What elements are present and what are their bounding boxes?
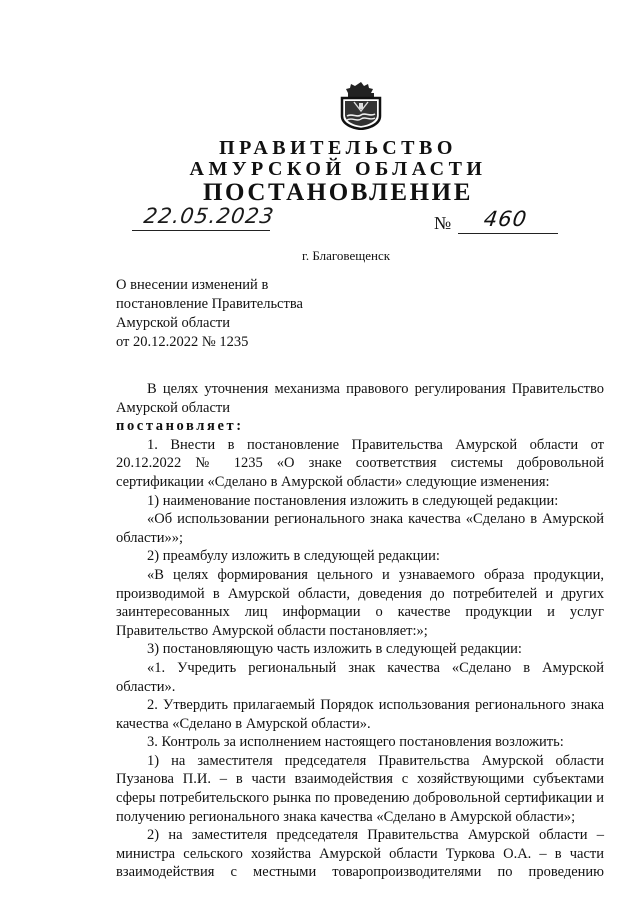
date-underline (132, 230, 270, 231)
government-title: ПРАВИТЕЛЬСТВО (219, 137, 457, 159)
city-line: г. Благовещенск (301, 248, 391, 263)
item-1-3-point-3-2: 2) на заместителя председателя Правительства Амурской области – министра сельского хозяйства Амурской области Туркова О.А. – в части взаимодействия с местными товаропроизводителями по проведению (116, 827, 604, 881)
item-1-3-point-3-1: 1) на заместителя председателя Правительства Амурской области Пузанова П.И. – в части взаимодействия с хозяйствующими субъектами сферы потребительского рынка по проведению добровольной сертификации и получению регионального знака качества «Сделано в Амурской области»; (116, 752, 604, 825)
preamble-paragraph: В целях уточнения механизма правового регулирования Правительство Амурской области (116, 381, 604, 416)
number-underline (458, 233, 558, 234)
document-body (116, 380, 604, 882)
item-1-paragraph: 1. Внести в постановление Правительства Амурской области от 20.12.2022 № 1235 «О знаке соответствия системы добровольной сертификации «Сделано в Амурской области» следующие изменения: (116, 436, 604, 490)
item-1-1-text: «Об использовании регионального знака качества «Сделано в Амурской области»»; (116, 511, 604, 546)
item-1-3-point-2: 2. Утвердить прилагаемый Порядок использования регионального знака качества «Сделано в Амурской области». (116, 697, 604, 732)
document-number: 460 (482, 207, 529, 231)
item-1-2-paragraph: 2) преамбулу изложить в следующей редакции: (147, 548, 440, 565)
coat-of-arms-emblem (338, 80, 384, 130)
item-1-3-point-3: 3. Контроль за исполнением настоящего постановления возложить: (147, 734, 564, 751)
item-1-1-paragraph: 1) наименование постановления изложить в следующей редакции: (147, 492, 559, 509)
decides-word: постановляет: (116, 418, 244, 435)
document-date: 22.05.2023 (142, 204, 276, 228)
item-1-3-point-1: «1. Учредить региональный знак качества «Сделано в Амурской области». (116, 659, 604, 695)
region-title: АМУРСКОЙ ОБЛАСТИ (189, 158, 487, 180)
item-1-3-paragraph: 3) постановляющую часть изложить в следующей редакции: (147, 641, 522, 658)
number-sign: № (434, 213, 452, 233)
subject-line: Амурской области (116, 315, 230, 331)
document-subject (116, 276, 303, 352)
subject-line: от 20.12.2022 № 1235 (116, 334, 249, 350)
subject-line: постановление Правительства (116, 296, 303, 312)
item-1-2-text: «В целях формирования цельного и узнаваемого образа продукции, производимой в Амурской области, доведения до потребителей и других заинтересованных лиц информации о качестве продукции и услуг Правительство Амурской области постановляет:»; (116, 566, 604, 639)
subject-line: О внесении изменений в (116, 277, 269, 293)
document-type-title: ПОСТАНОВЛЕНИЕ (202, 179, 474, 206)
